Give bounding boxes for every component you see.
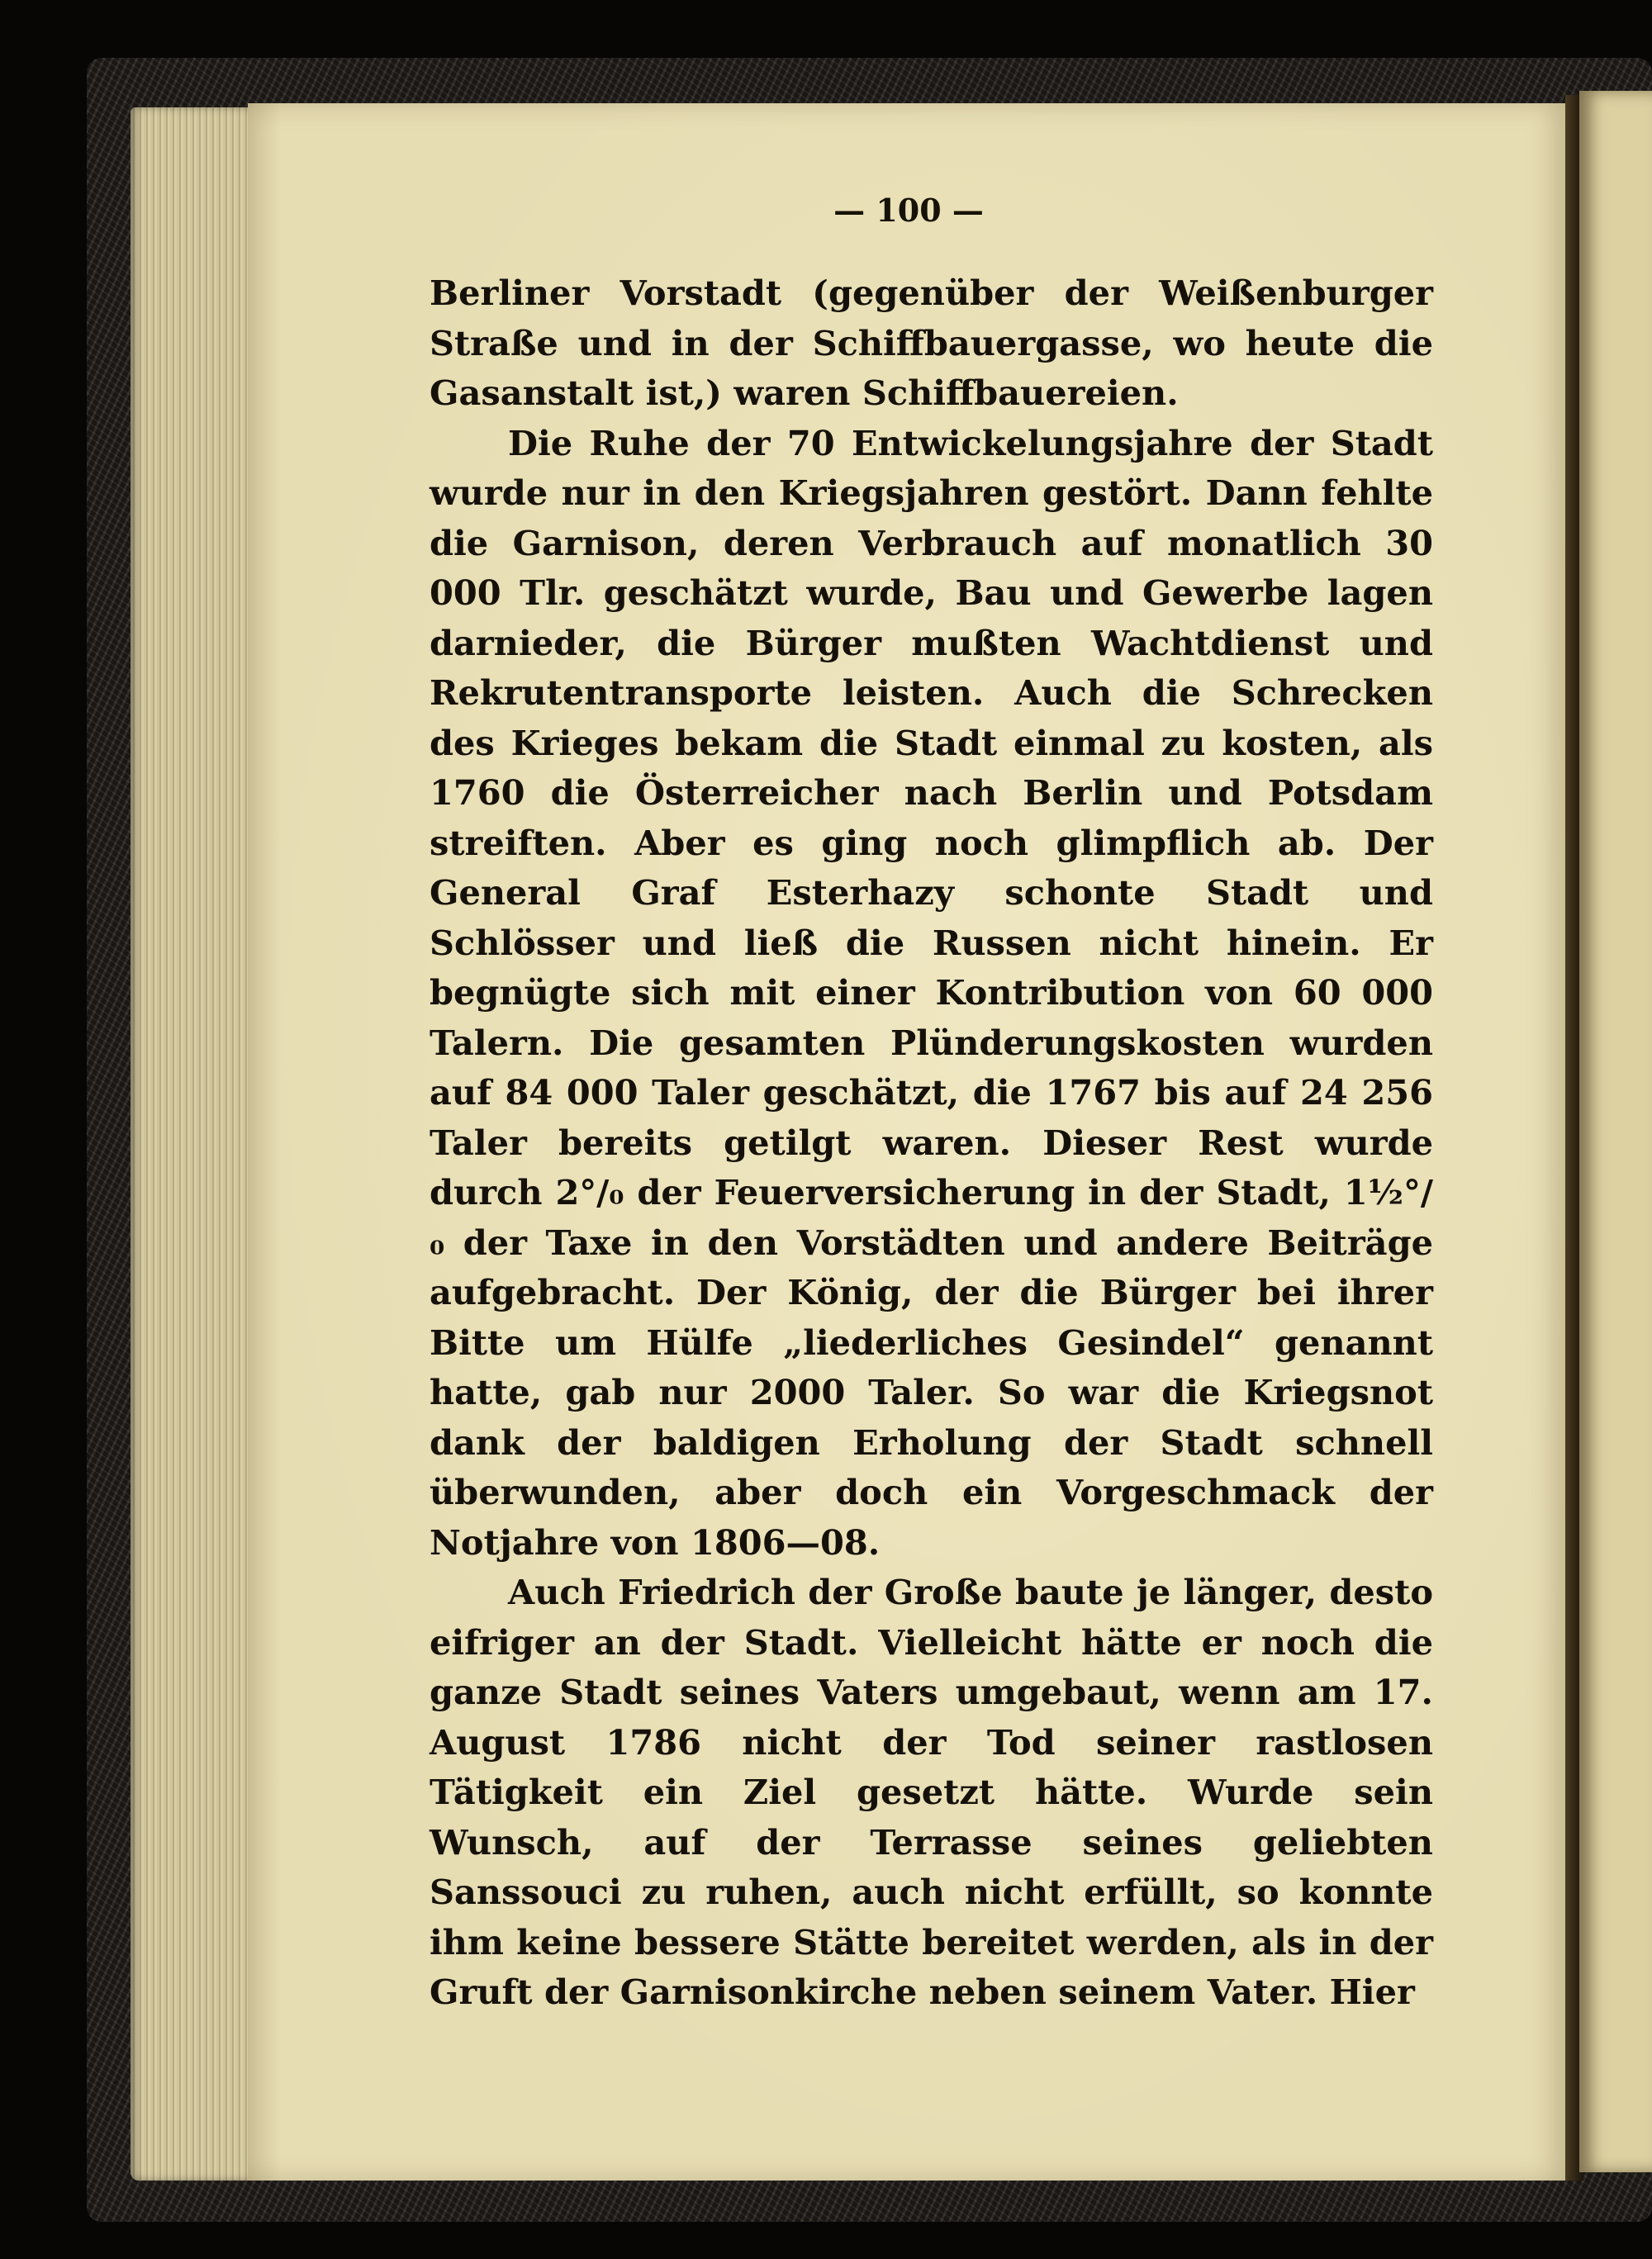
page-number: — 100 — — [833, 192, 984, 229]
paragraph-2: Die Ruhe der 70 Entwickelungsjahre der Stadt wurde nur in den Kriegsjahren gestört. Dann fehlte die Garnison, deren Verbrauch auf monatlich 30 000 Tlr. geschätzt wurde, Bau und Gewerbe lagen darnieder, die Bürger mußten Wachtdienst und Rekrutentransporte leisten. Auch die Schrecken des Krieges bekam die Stadt einmal zu kosten, als 1760 die Österreicher nach Berlin und Potsdam streiften. Aber es ging noch glimpflich ab. Der General Graf Esterhazy schonte Stadt und Schlösser und ließ die Russen nicht hinein. Er begnügte sich mit einer Kontribution von 60 000 Talern. Die gesamten Plünderungskosten wurden auf 84 000 Taler geschätzt, die 1767 bis auf 24 256 Taler bereits getilgt waren. Dieser Rest wurde durch 2°/₀ der Feuerversicherung in der Stadt, 1½°/₀ der Taxe in den Vorstädten und andere Beiträge aufgebracht. Der König, der die Bürger bei ihrer Bitte um Hülfe „liederliches Gesindel“ genannt hatte, gab nur 2000 Taler. So war die Kriegsnot dank der baldigen Erholung der Stadt schnell überwunden, aber doch ein Vorgeschmack der Notjahre von 1806—08. — [430, 422, 1433, 1563]
page-text — [430, 268, 1433, 2018]
page-edges — [131, 107, 254, 2181]
facing-page — [1579, 91, 1652, 2172]
paragraph-1: Berliner Vorstadt (gegenüber der Weißenburger Straße und in der Schiffbauergasse, wo heute die Gasanstalt ist,) waren Schiffbauereien. — [430, 273, 1433, 413]
paragraph-3: Auch Friedrich der Große baute je länger, desto eifriger an der Stadt. Vielleicht hätte er noch die ganze Stadt seines Vaters umgebaut, wenn am 17. August 1786 nicht der Tod seiner rastlosen Tätigkeit ein Ziel gesetzt hätte. Wurde sein Wunsch, auf der Terrasse seines geliebten Sanssouci zu ruhen, auch nicht erfüllt, so konnte ihm keine bessere Stätte bereitet werden, als in der Gruft der Garnisonkirche neben seinem Vater. Hier — [430, 1572, 1433, 2012]
